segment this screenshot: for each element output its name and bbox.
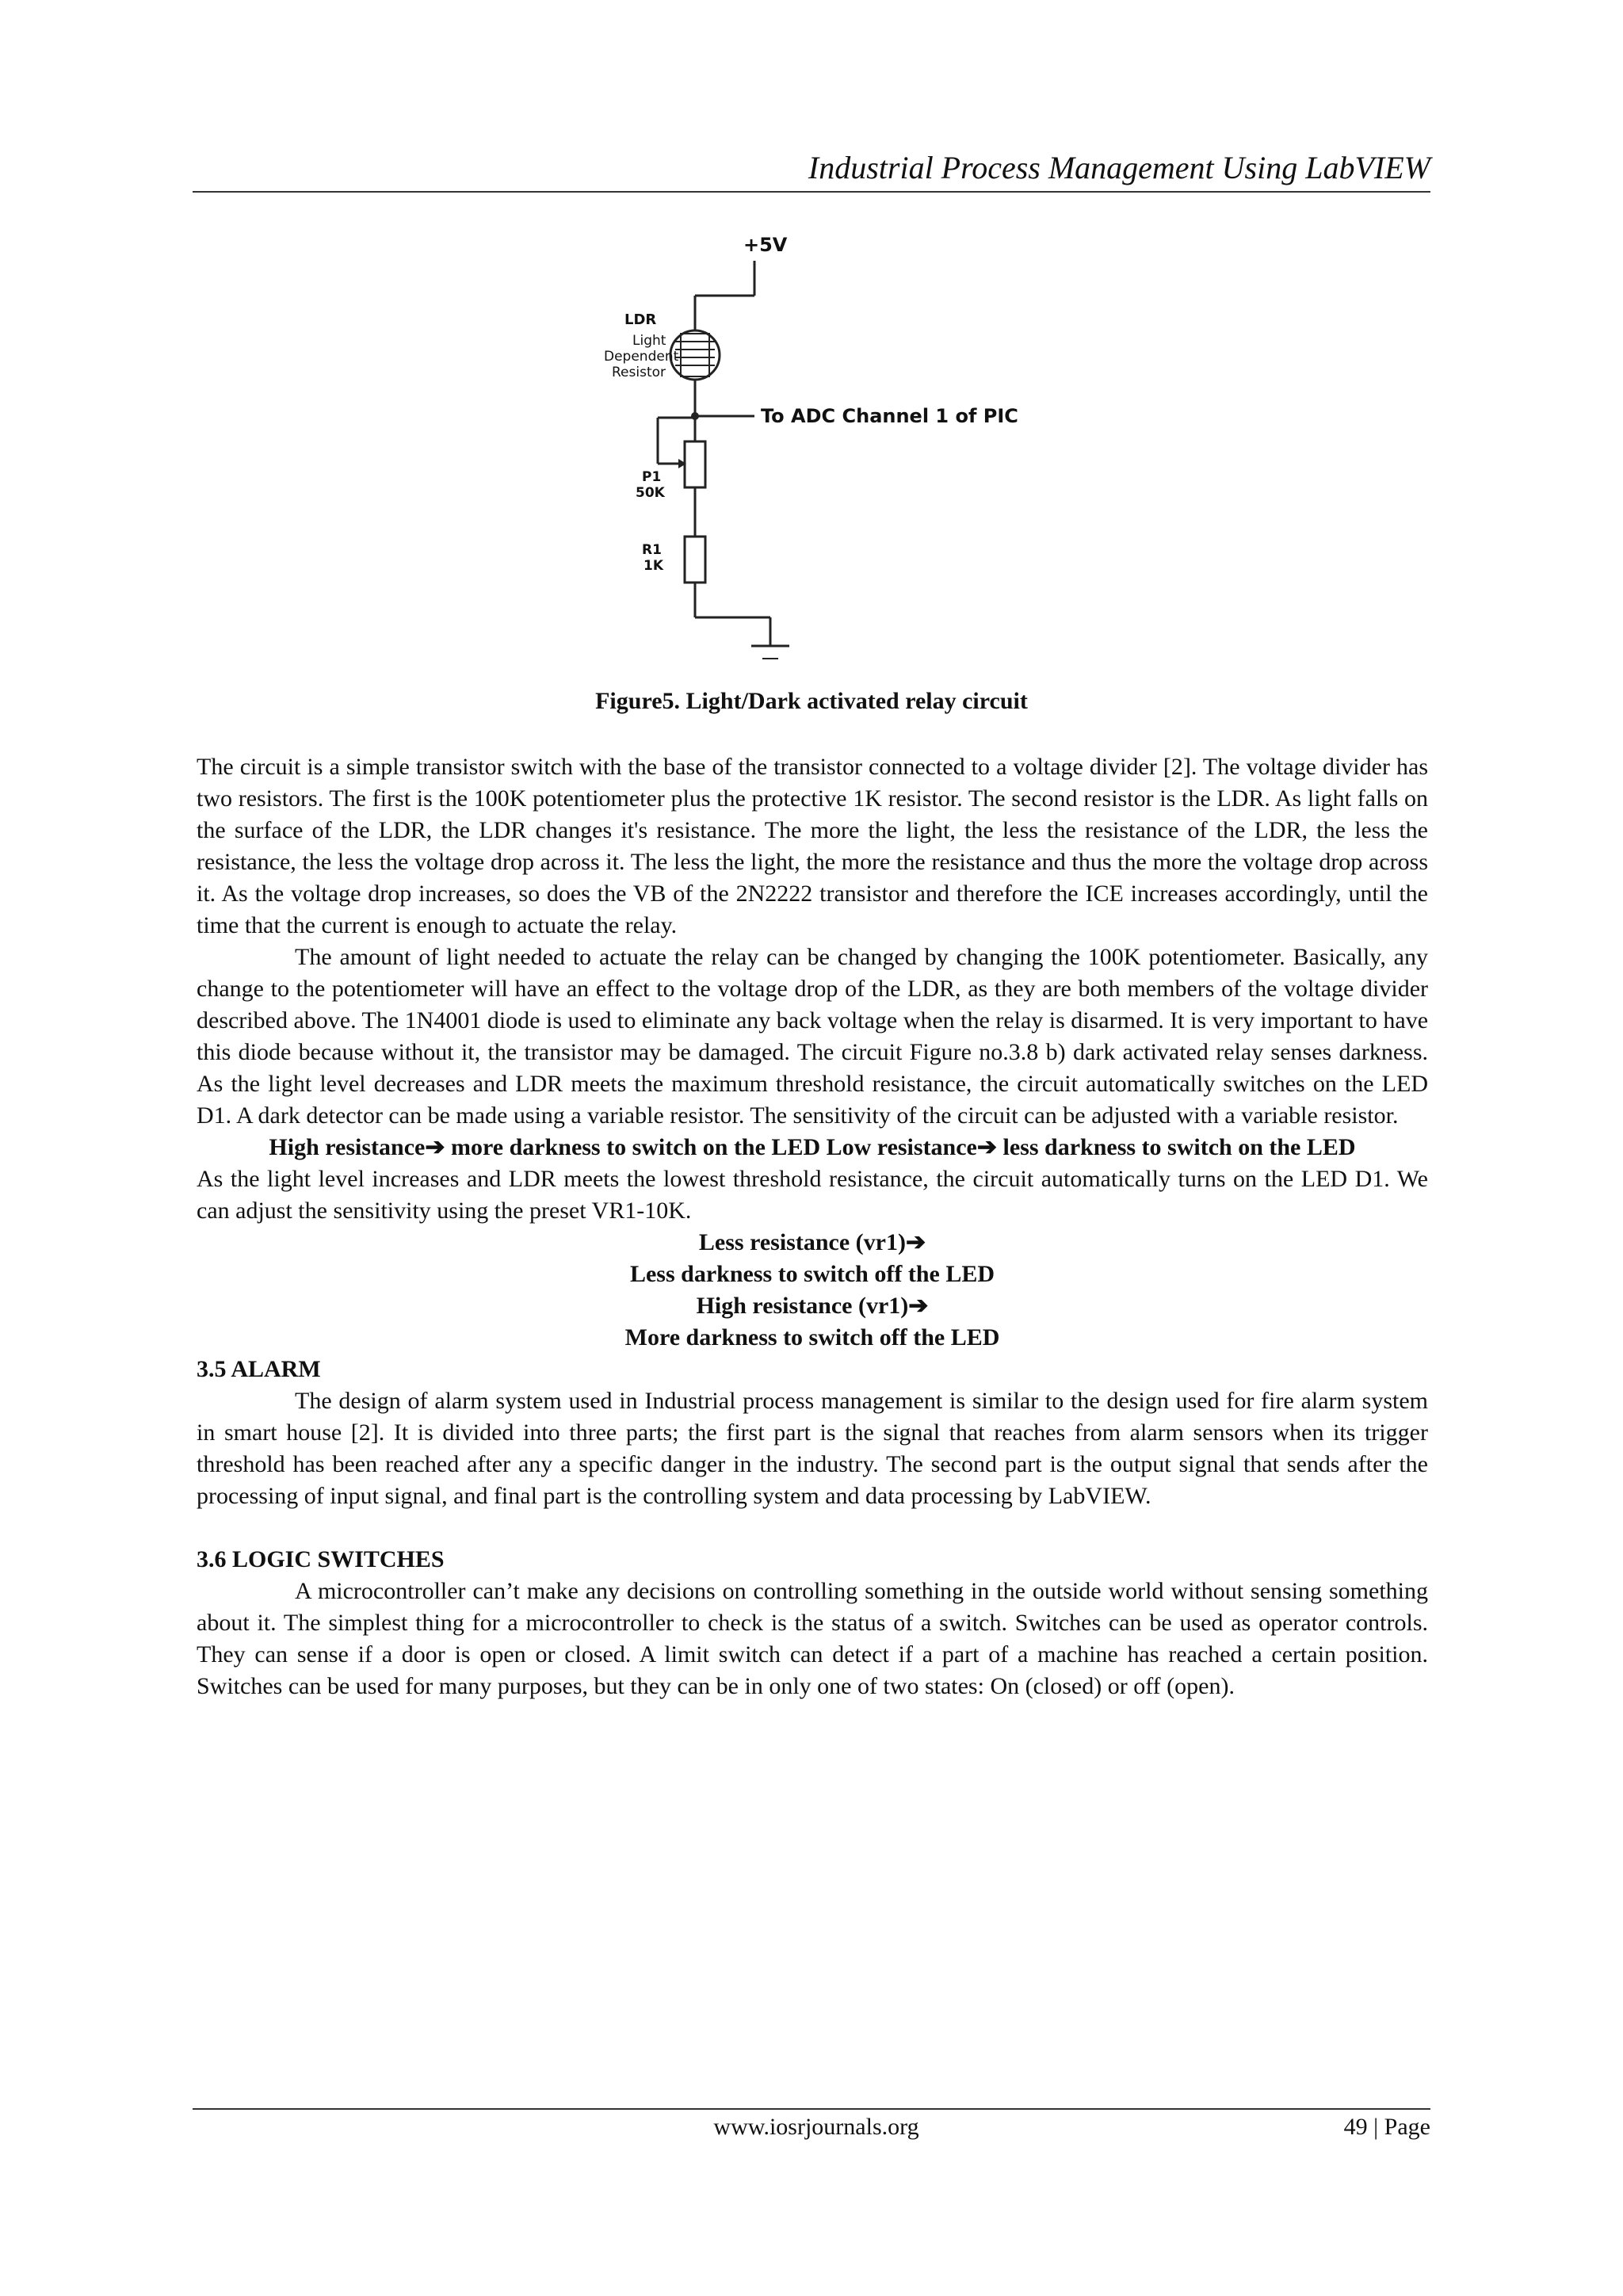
- ldr-label: LDR: [624, 311, 657, 328]
- figure-caption: Figure5. Light/Dark activated relay circuit: [595, 688, 1028, 714]
- paragraph-alarm: The design of alarm system used in Industrial process management is similar to the design used for fire alarm system in smart house [2]. It is divided into three parts; the first part is the signal that reaches from alarm sensors when its trigger threshold has been reached after any a specific danger in the industry. The second part is the output signal that sends after the processing of input signal, and final part is the controlling system and data processing by LabVIEW.: [197, 1388, 1428, 1509]
- r1-name: R1: [642, 542, 662, 558]
- p1-value: 50K: [636, 485, 665, 501]
- r1-value: 1K: [643, 558, 664, 574]
- paragraph-spacer: [197, 1512, 1428, 1544]
- header-rule: [193, 191, 1430, 193]
- section-heading-alarm: 3.5 ALARM: [197, 1356, 321, 1382]
- ldr-desc-resistor: Resistor: [612, 365, 666, 380]
- bold-resistance-line: High resistance➔ more darkness to switch on the LED Low resistance➔ less darkness to switch on the LED: [269, 1134, 1356, 1160]
- paragraph-circuit-description: The circuit is a simple transistor switch with the base of the transistor connected to a voltage divider [2]. The voltage divider has two resistors. The first is the 100K potentiometer plus the protective 1K resistor. The second resistor is the LDR. As light falls on the surface of the LDR, the LDR changes it's resistance. The more the light, the less the resistance of the LDR, the less the resistance, the less the voltage drop across it. The less the light, the more the resistance and thus the more the voltage drop across it. As the voltage drop increases, so does the VB of the 2N2222 transistor and therefore the ICE increases accordingly, until the time that the current is enough to actuate the relay.: [197, 754, 1428, 938]
- footer-rule: [193, 2108, 1430, 2110]
- supply-label: +5V: [743, 234, 788, 256]
- circuit-figure: [547, 226, 1086, 670]
- less-resistance-line: Less resistance (vr1)➔: [698, 1229, 926, 1255]
- footer-url: www.iosrjournals.org: [713, 2114, 919, 2140]
- running-header: Industrial Process Management Using LabVIEW: [808, 150, 1430, 185]
- paragraph-light-increase: As the light level increases and LDR meets the lowest threshold resistance, the circuit automatically turns on the LED D1. We can adjust the sensitivity using the preset VR1-10K.: [197, 1166, 1428, 1224]
- ldr-desc-light: Light: [632, 333, 666, 349]
- more-darkness-line: More darkness to switch off the LED: [624, 1324, 1000, 1350]
- p1-body: [685, 441, 705, 487]
- less-darkness-line: Less darkness to switch off the LED: [629, 1261, 995, 1287]
- body-text: [197, 751, 1428, 1702]
- high-resistance-line: High resistance (vr1)➔: [696, 1293, 929, 1319]
- r1-body: [685, 537, 705, 583]
- p1-name: P1: [642, 469, 662, 485]
- footer-page-number: 49 | Page: [1343, 2114, 1430, 2140]
- section-heading-logic-switches: 3.6 LOGIC SWITCHES: [197, 1546, 445, 1572]
- paragraph-light-adjustment: The amount of light needed to actuate the relay can be changed by changing the 100K potentiometer. Basically, any change to the potentiometer will have an effect to the voltage drop of the LDR, as they are both members of the voltage divider described above. The 1N4001 diode is used to eliminate any back voltage when the relay is disarmed. It is very important to have this diode because without it, the transistor may be damaged. The circuit Figure no.3.8 b) dark activated relay senses darkness. As the light level decreases and LDR meets the maximum threshold resistance, the circuit automatically switches on the LED D1. A dark detector can be made using a variable resistor. The sensitivity of the circuit can be adjusted with a variable resistor.: [197, 944, 1429, 1129]
- adc-label: To ADC Channel 1 of PIC: [761, 405, 1018, 427]
- paragraph-logic-switches: A microcontroller can’t make any decisions on controlling something in the outside world without sensing something about it. The simplest thing for a microcontroller to check is the status of a switch. Switches can be used as operator controls. They can sense if a door is open or closed. A limit switch can detect if a part of a machine has reached a certain position. Switches can be used for many purposes, but they can be in only one of two states: On (closed) or off (open).: [197, 1578, 1428, 1699]
- ldr-desc-dependent: Dependent: [604, 349, 679, 365]
- circuit-diagram: [547, 226, 1086, 670]
